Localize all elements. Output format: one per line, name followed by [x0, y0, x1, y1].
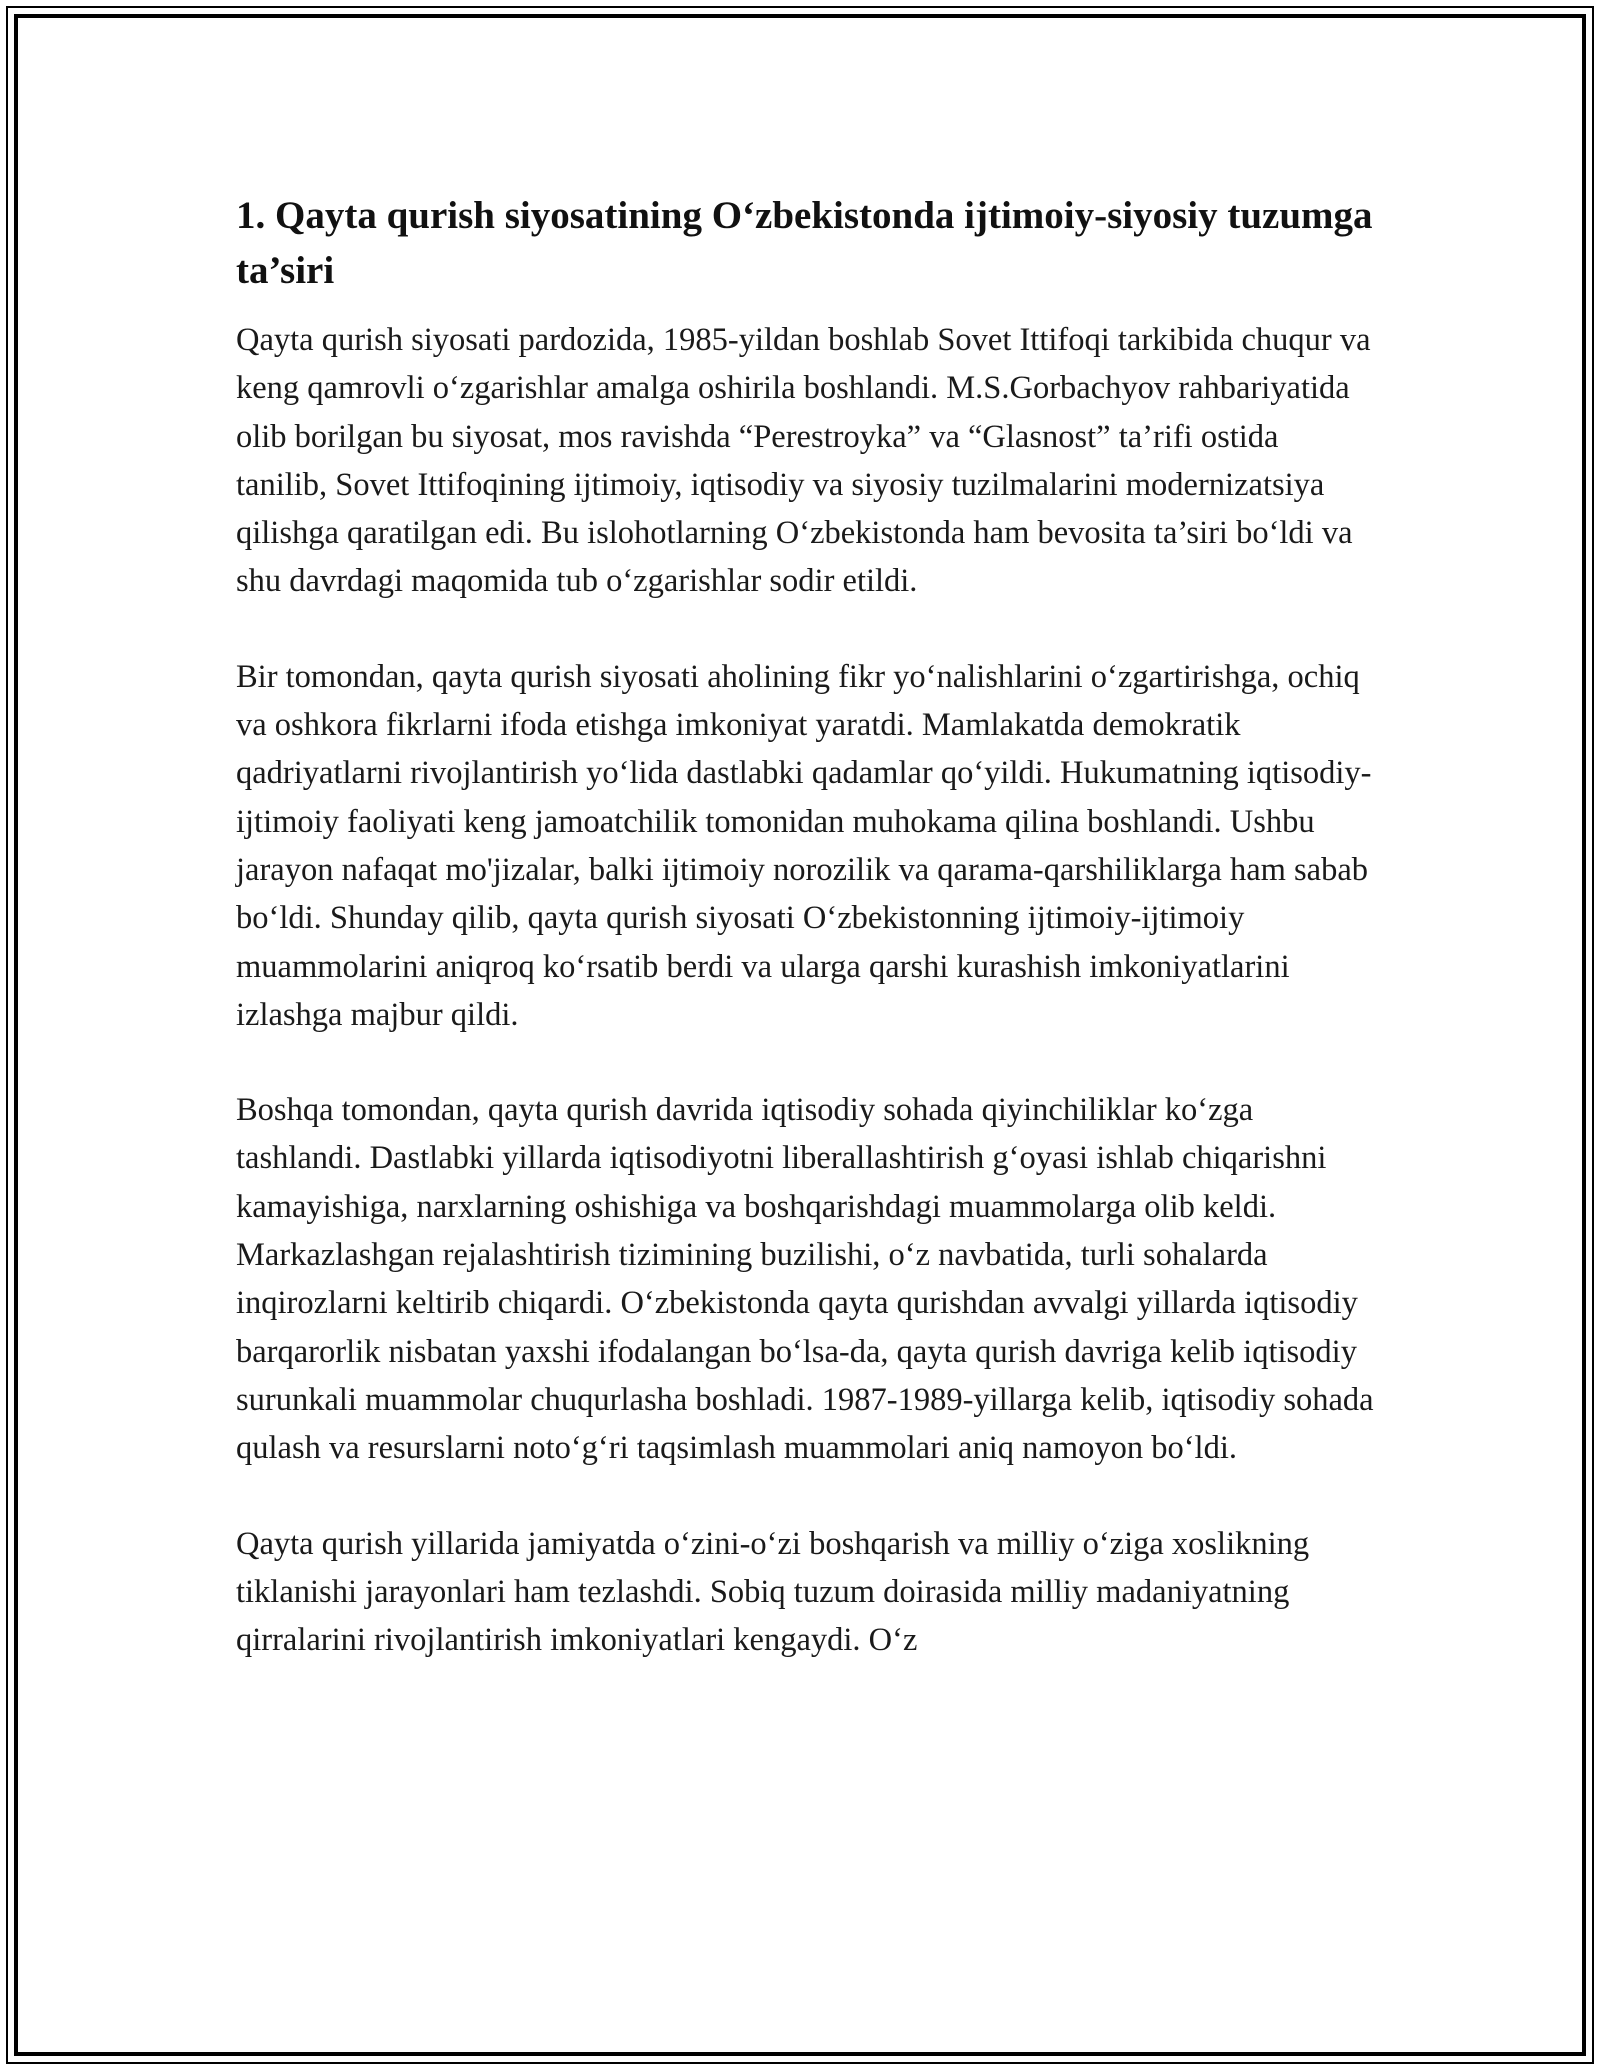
paragraph-2: Bir tomondan, qayta qurish siyosati aholining fikr yo‘nalishlarini o‘zgartirishga, ochiq va oshkora fikrlarni ifoda etishga imkoniyat yaratdi. Mamlakatda demokratik qadriyatlarni rivojlantirish yo‘lida dastlabki qadamlar qo‘yildi. Hukumatning iqtisodiy-ijtimoiy faoliyati keng jamoatchilik tomonidan muhokama qilina boshlandi. Ushbu jarayon nafaqat mo'jizalar, balki ijtimoiy norozilik va qarama-qarshiliklarga ham sabab bo‘ldi. Shunday qilib, qayta qurish siyosati O‘zbekistonning ijtimoiy-ijtimoiy muammolarini aniqroq ko‘rsatib berdi va ularga qarshi kurashish imkoniyatlarini izlashga majbur qildi. — [236, 658, 1372, 1033]
paragraph-4: Qayta qurish yillarida jamiyatda o‘zini-o‘zi boshqarish va milliy o‘ziga xoslikning tiklanishi jarayonlari ham tezlashdi. Sobiq tuzum doirasida milliy madaniyatning qirralarini rivojlantirish imkoniyatlari kengaydi. O‘z — [236, 1525, 1310, 1659]
paragraph-3: Boshqa tomondan, qayta qurish davrida iqtisodiy sohada qiyinchiliklar ko‘zga tashlandi. Dastlabki yillarda iqtisodiyotni liberallashtirish g‘oyasi ishlab chiqarishni kamayishiga, narxlarning oshishiga va boshqarishdagi muammolarga olib keldi. Markazlashgan rejalashtirish tizimining buzilishi, o‘z navbatida, turli sohalarda inqirozlarni keltirib chiqardi. O‘zbekistonda qayta qurishdan avvalgi yillarda iqtisodiy barqarorlik nisbatan yaxshi ifodalangan bo‘lsa-da, qayta qurish davriga kelib iqtisodiy surunkali muammolar chuqurlasha boshladi. 1987-1989-yillarga kelib, iqtisodiy sohada qulash va resurslarni noto‘g‘ri taqsimlash muammolari aniq namoyon bo‘ldi. — [236, 1092, 1374, 1467]
body-text — [236, 316, 1376, 1664]
document-content — [236, 188, 1376, 1711]
section-heading: 1. Qayta qurish siyosatining O‘zbekistonda ijtimoiy-siyosiy tuzumga ta’siri — [236, 194, 1373, 292]
paragraph-1: Qayta qurish siyosati pardozida, 1985-yildan boshlab Sovet Ittifoqi tarkibida chuqur va keng qamrovli o‘zgarishlar amalga oshirila boshlandi. M.S.Gorbachyov rahbariyatida olib borilgan bu siyosat, mos ravishda “Perestroyka” va “Glasnost” ta’rifi ostida tanilib, Sovet Ittifoqining ijtimoiy, iqtisodiy va siyosiy tuzilmalarini modernizatsiya qilishga qaratilgan edi. Bu islohotlarning O‘zbekistonda ham bevosita ta’siri bo‘ldi va shu davrdagi maqomida tub o‘zgarishlar sodir etildi. — [236, 322, 1371, 600]
